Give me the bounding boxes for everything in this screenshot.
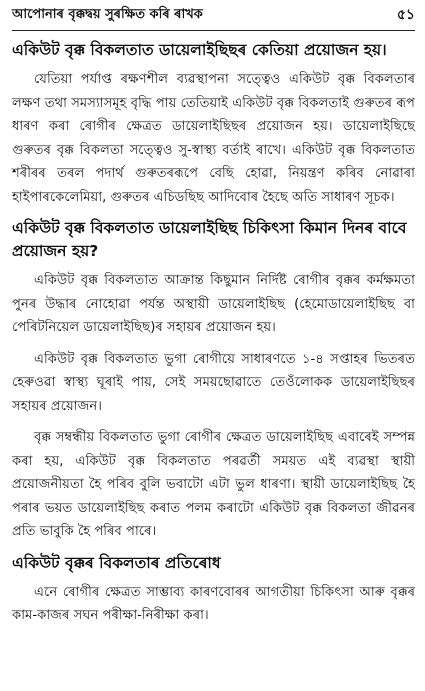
section-heading: একিউট বৃক্কৰ বিকলতাৰ প্ৰতিৰোধ [12,553,221,572]
section-prevention [12,552,415,628]
running-header [12,0,415,31]
section-heading: একিউট বৃক্ক বিকলতাত ডায়েলাইছিছৰ কেতিয়া প্ৰয়োজন হয়। [12,41,387,59]
section-dialysis-duration [12,217,415,544]
body-paragraph: এনে ৰোগীৰ ক্ষেত্ৰত সাম্ভাব্য কাৰণবোৰৰ আগতীয়া চিকিৎসা আৰু বৃক্কৰ কাম-কাজৰ সঘন পৰীক্ষা-নিৰীক্ষা কৰা। [12,584,415,623]
section-heading: একিউট বৃক্ক বিকলতাত ডায়েলাইছিছ চিকিৎসা কিমান দিনৰ বাবে প্ৰয়োজন হয়? [12,219,407,260]
body-paragraph: একিউট বৃক্ক বিকলতাত আক্ৰান্ত কিছুমান নিৰ্দিষ্ট ৰোগীৰ বৃক্কৰ কৰ্মক্ষমতা পুনৰ উদ্ধাৰ নোহোৱা পৰ্যন্ত অস্থায়ী ডায়েলাইছিছ (হেমোডায়েলাইছিছ বা পেৰিটনিয়েল ডায়েলাইছিছ)ৰ সহায়ৰ প্ৰয়োজন হয়। [12,273,415,335]
body-paragraph: যেতিয়া পৰ্যাপ্ত ৰক্ষণশীল ব্যৱস্থাপনা সত্ত্বেও একিউট বৃক্ক বিকলতাৰ লক্ষণ তথা সমস্যাসমূহ বৃদ্ধি পায় তেতিয়াই একিউট বৃক্ক বিকলতাই গুৰুতৰ ৰূপ ধাৰণ কৰা ৰোগীৰ ক্ষেত্ৰত ডায়েলাইছিছৰ প্ৰয়োজন হয়। ডায়েলাইছিছে গুৰুতৰ বৃক্ক বিকলতা সত্ত্বেও সু-স্বাস্থ্য বৰ্তাই ৰাখে। একিউট বৃক্ক বিকলতাত শৰীৰৰ তৰল পদাৰ্থ গুৰুতৰৰূপে বেছি হোৱা, নিয়ন্ত্ৰণ কৰিব নোৱাৰা হাইপাৰকেলেমিয়া, গুৰুতৰ এচিডছিছ আদিবোৰ হৈছে অতি সাধাৰণ সূচক। [12,72,415,205]
body-paragraph: একিউট বৃক্ক বিকলতাত ভুগা ৰোগীয়ে সাধাৰণতে ১-৪ সপ্তাহৰ ভিতৰত হেৰুওৱা স্বাস্থ্য ঘূৰাই পায়, সেই সময়ছোৱাতে তেওঁলোকক ডায়েলাইছিছৰ সহায়ৰ প্ৰয়োজন। [12,351,415,414]
section-when-dialysis-needed [12,39,415,209]
page-number: ৫১ [396,7,415,23]
running-header-title: আপোনাৰ বৃক্কদ্বয় সুৰক্ষিত কৰি ৰাখক [12,6,203,22]
body-paragraph: বৃক্ক সম্বন্ধীয় বিকলতাত ভুগা ৰোগীৰ ক্ষেত্ৰত ডায়েলাইছিছ এবাৰেই সম্পন্ন কৰা হয়, একিউট বৃক্ক বিকলতাত পৰৱৰ্তী সময়ত এই ব্যৱস্থা স্থায়ী প্ৰয়োজনীয়তা হৈ পৰিব বুলি ভবাটো এটা ভুল ধাৰণা। স্থায়ী ডায়েলাইছিছ হৈ পৰাৰ ভয়ত ডায়েলাইছিছ কৰাত পলম কৰাটো একিউট বৃক্ক বিকলতা জীৱনৰ প্ৰতি ভাবুকি হৈ পৰিব পাৰে। [12,430,415,539]
